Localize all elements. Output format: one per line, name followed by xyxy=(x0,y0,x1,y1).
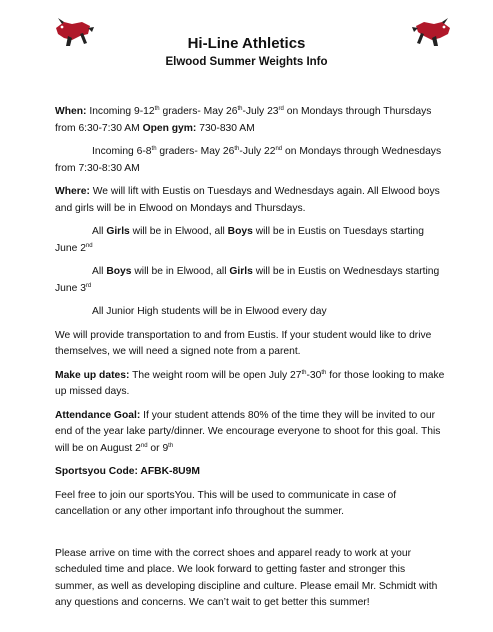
where-sup: rd xyxy=(85,282,92,289)
when-jh-sup: th xyxy=(234,146,240,152)
closing-paragraph: Please arrive on time with the correct shoes and apparel ready to work at your scheduled time and place. We look forward to getting faster and stronger this summer, as well as developing discipline and culture. Please email Mr. Schmidt with any questions and concerns. We can’t wait to get better this summer! xyxy=(55,547,438,608)
transport-paragraph: We will provide transportation to and from Eustis. If your student would like to drive themselves, we will need a signed note from a parent. xyxy=(55,329,432,357)
when-label: When: xyxy=(55,106,87,117)
spacer xyxy=(55,528,445,546)
attendance-sup: nd xyxy=(140,442,148,449)
when-jh-paragraph xyxy=(55,144,445,177)
when-hs-text: Incoming 9-12 xyxy=(86,106,155,117)
where-wednesday-line xyxy=(55,264,445,297)
makeup-sup: th xyxy=(301,369,307,376)
page-title: Hi-Line Athletics xyxy=(187,35,306,52)
where-sup: nd xyxy=(85,242,93,249)
girls-label: Girls xyxy=(106,226,130,237)
when-jh-text: graders- May 26 xyxy=(156,146,235,157)
makeup-text: -30 xyxy=(306,369,322,381)
attendance-label: Attendance Goal: xyxy=(55,409,141,421)
girls-label: Girls xyxy=(229,266,253,277)
makeup-paragraph xyxy=(55,368,445,401)
where-junior-high-line: All Junior High students will be in Elwood every day xyxy=(92,306,327,317)
where-text: will be in Eustis on Wednesdays starting June 3 xyxy=(55,266,440,294)
join-paragraph: Feel free to join our sportsYou. This will be used to communicate in case of cancellation or any other important info throughout the summer. xyxy=(55,489,397,517)
where-text: All xyxy=(92,226,107,237)
when-hs-text: -July 23 xyxy=(242,106,279,117)
where-paragraph xyxy=(55,184,445,217)
makeup-label: Make up dates: xyxy=(55,369,130,381)
makeup-text: for those looking to make up missed days. xyxy=(55,369,445,397)
sportsyou-code: Sportsyou Code: AFBK-8U9M xyxy=(55,466,200,477)
document-body xyxy=(55,104,445,619)
where-tuesday-line xyxy=(55,224,445,257)
attendance-sup: th xyxy=(168,442,174,449)
where-text: will be in Elwood, all xyxy=(131,266,230,277)
when-hs-sup: rd xyxy=(278,106,284,112)
where-text: will be in Elwood, all xyxy=(129,226,228,237)
boys-label: Boys xyxy=(227,226,253,237)
boys-label: Boys xyxy=(106,266,132,277)
when-paragraph xyxy=(55,104,445,137)
when-jh-text: Incoming 6-8 xyxy=(92,146,152,157)
when-jh-text: -July 22 xyxy=(239,146,276,157)
page-subtitle: Elwood Summer Weights Info xyxy=(165,56,328,68)
when-jh-sup: th xyxy=(151,146,157,152)
open-gym-label: Open gym: xyxy=(142,122,197,134)
when-hs-text: on Mondays through Thursdays from 6:30-7:30 AM xyxy=(55,106,432,134)
where-text: All xyxy=(92,266,107,277)
when-jh-sup: nd xyxy=(275,146,283,152)
when-hs-text: graders- May 26 xyxy=(159,106,238,117)
makeup-text: The weight room will be open July 27 xyxy=(129,369,302,381)
when-jh-text: on Mondays through Wednesdays from 7:30-8:30 AM xyxy=(55,146,442,174)
attendance-text: If your student attends 80% of the time they will be invited to our end of the year lake party/dinner. We encourage everyone to shoot for this goal. This will be on August 2 xyxy=(55,409,441,454)
when-hs-sup: th xyxy=(237,106,243,112)
makeup-sup: th xyxy=(321,369,327,376)
where-text: We will lift with Eustis on Tuesdays and Wednesdays again. All Elwood boys and girls will be in Elwood on Mondays and Thursdays. xyxy=(55,186,440,214)
attendance-text: or 9 xyxy=(147,442,169,454)
attendance-paragraph xyxy=(55,408,445,458)
where-text: will be in Eustis on Tuesdays starting June 2 xyxy=(55,226,424,254)
when-hs-sup: th xyxy=(154,106,160,112)
where-label: Where: xyxy=(55,186,90,197)
open-gym-time: 730-830 AM xyxy=(196,122,255,134)
